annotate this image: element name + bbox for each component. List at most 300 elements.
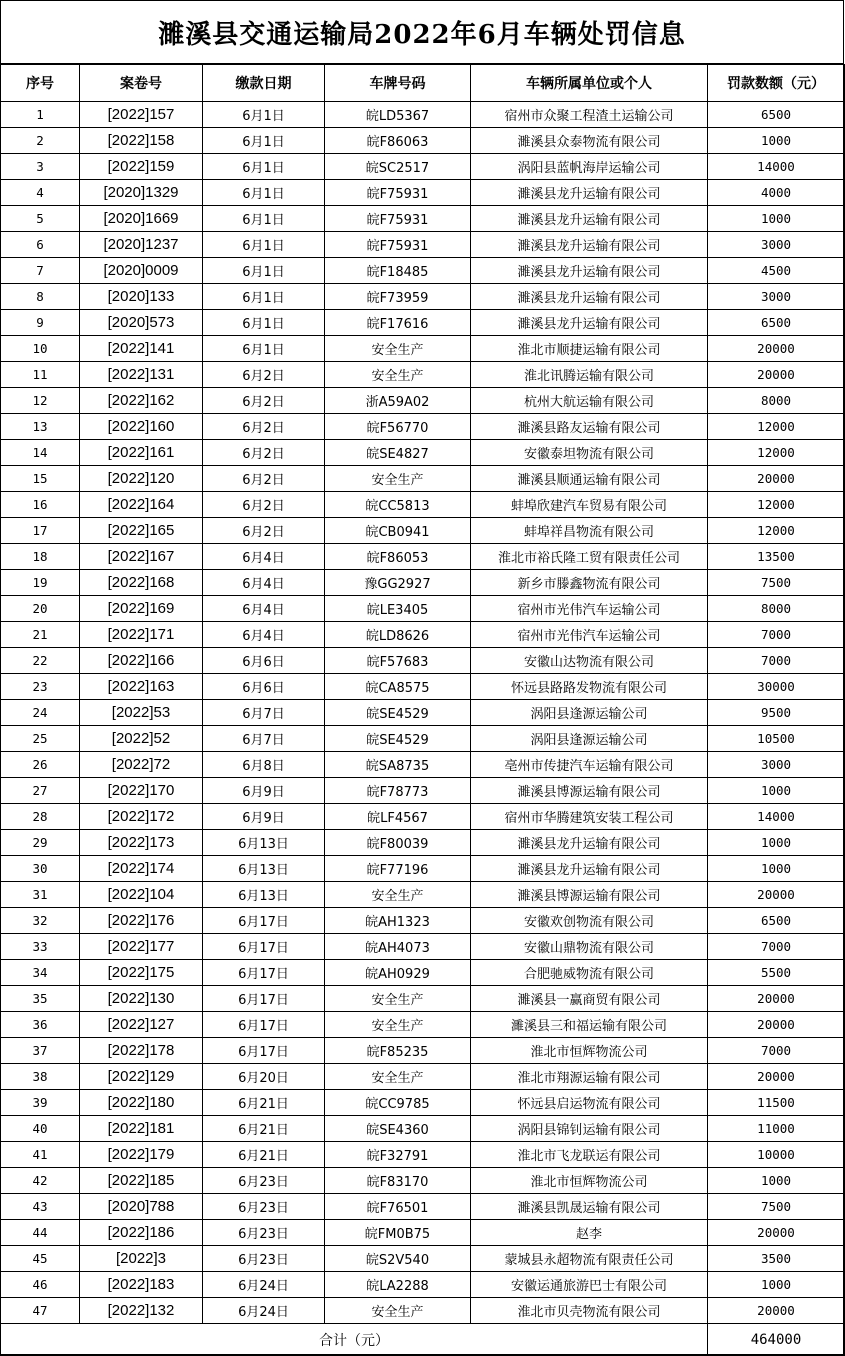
table-row [1,362,845,388]
cell-payment-date: 6月13日 [203,882,325,908]
cell-index: 35 [1,986,80,1012]
cell-owner: 蒙城县永超物流有限责任公司 [471,1246,708,1272]
cell-fine-amount: 4000 [708,180,845,206]
cell-case-no: [2022]178 [80,1038,203,1064]
cell-plate-no: 安全生产 [325,1298,471,1324]
table-row [1,622,845,648]
table-row [1,128,845,154]
cell-owner: 濉溪县众泰物流有限公司 [471,128,708,154]
cell-plate-no: 皖SE4529 [325,700,471,726]
cell-case-no: [2022]181 [80,1116,203,1142]
cell-owner: 濉溪县三和福运输有限公司 [471,1012,708,1038]
cell-owner: 怀远县启运物流有限公司 [471,1090,708,1116]
header-plate-no: 车牌号码 [325,65,471,102]
penalty-table [0,64,845,1356]
cell-case-no: [2022]72 [80,752,203,778]
cell-case-no: [2022]168 [80,570,203,596]
cell-plate-no: 皖F77196 [325,856,471,882]
header-fine-amount: 罚款数额（元） [708,65,845,102]
cell-fine-amount: 6500 [708,102,845,128]
cell-plate-no: 皖CB0941 [325,518,471,544]
cell-case-no: [2022]132 [80,1298,203,1324]
total-value: 464000 [708,1324,845,1356]
table-row [1,388,845,414]
cell-plate-no: 皖AH0929 [325,960,471,986]
cell-index: 21 [1,622,80,648]
table-row [1,596,845,622]
cell-owner: 怀远县路路发物流有限公司 [471,674,708,700]
cell-case-no: [2022]127 [80,1012,203,1038]
cell-owner: 涡阳县逢源运输公司 [471,700,708,726]
cell-fine-amount: 8000 [708,388,845,414]
cell-case-no: [2022]179 [80,1142,203,1168]
cell-owner: 淮北市恒辉物流公司 [471,1038,708,1064]
cell-index: 41 [1,1142,80,1168]
cell-index: 46 [1,1272,80,1298]
table-row [1,310,845,336]
table-row [1,466,845,492]
cell-index: 18 [1,544,80,570]
cell-case-no: [2022]177 [80,934,203,960]
header-owner: 车辆所属单位或个人 [471,65,708,102]
table-row [1,440,845,466]
table-row [1,1038,845,1064]
cell-case-no: [2022]167 [80,544,203,570]
cell-plate-no: 皖F75931 [325,180,471,206]
cell-payment-date: 6月24日 [203,1272,325,1298]
cell-plate-no: 皖F86063 [325,128,471,154]
cell-fine-amount: 30000 [708,674,845,700]
cell-payment-date: 6月1日 [203,180,325,206]
cell-index: 34 [1,960,80,986]
cell-owner: 濉溪县顺通运输有限公司 [471,466,708,492]
cell-payment-date: 6月1日 [203,284,325,310]
cell-fine-amount: 3000 [708,232,845,258]
cell-owner: 淮北讯腾运输有限公司 [471,362,708,388]
table-row [1,492,845,518]
table-row [1,232,845,258]
cell-plate-no: 皖F75931 [325,206,471,232]
table-row [1,206,845,232]
cell-owner: 濉溪县龙升运输有限公司 [471,258,708,284]
cell-case-no: [2022]53 [80,700,203,726]
table-row [1,1194,845,1220]
table-row [1,830,845,856]
document-title: 濉溪县交通运输局2022年6月车辆处罚信息 [1,1,843,64]
cell-payment-date: 6月20日 [203,1064,325,1090]
cell-index: 15 [1,466,80,492]
cell-payment-date: 6月13日 [203,830,325,856]
table-row [1,648,845,674]
cell-owner: 淮北市裕氏隆工贸有限责任公司 [471,544,708,570]
cell-case-no: [2020]573 [80,310,203,336]
cell-payment-date: 6月23日 [203,1194,325,1220]
total-row [1,1324,845,1356]
cell-fine-amount: 20000 [708,1064,845,1090]
table-row [1,518,845,544]
cell-owner: 涡阳县锦钊运输有限公司 [471,1116,708,1142]
cell-payment-date: 6月17日 [203,960,325,986]
cell-payment-date: 6月2日 [203,388,325,414]
cell-case-no: [2022]159 [80,154,203,180]
total-label: 合计（元） [1,1324,708,1356]
table-row [1,1012,845,1038]
cell-owner: 濉溪县龙升运输有限公司 [471,180,708,206]
cell-fine-amount: 20000 [708,466,845,492]
cell-index: 23 [1,674,80,700]
cell-plate-no: 皖F18485 [325,258,471,284]
cell-case-no: [2020]788 [80,1194,203,1220]
cell-case-no: [2022]186 [80,1220,203,1246]
cell-owner: 濉溪县龙升运输有限公司 [471,310,708,336]
cell-index: 4 [1,180,80,206]
cell-index: 27 [1,778,80,804]
table-row [1,700,845,726]
cell-plate-no: 浙A59A02 [325,388,471,414]
cell-case-no: [2022]131 [80,362,203,388]
table-row [1,960,845,986]
cell-payment-date: 6月13日 [203,856,325,882]
cell-payment-date: 6月1日 [203,154,325,180]
cell-case-no: [2022]180 [80,1090,203,1116]
cell-fine-amount: 20000 [708,336,845,362]
cell-plate-no: 皖AH1323 [325,908,471,934]
cell-index: 25 [1,726,80,752]
cell-fine-amount: 13500 [708,544,845,570]
cell-owner: 安徽泰坦物流有限公司 [471,440,708,466]
table-row [1,1116,845,1142]
cell-index: 2 [1,128,80,154]
cell-plate-no: 豫GG2927 [325,570,471,596]
cell-fine-amount: 20000 [708,1298,845,1324]
cell-owner: 濉溪县路友运输有限公司 [471,414,708,440]
cell-plate-no: 安全生产 [325,986,471,1012]
cell-payment-date: 6月1日 [203,258,325,284]
cell-owner: 宿州市众聚工程渣土运输公司 [471,102,708,128]
cell-case-no: [2022]165 [80,518,203,544]
cell-owner: 淮北市恒辉物流公司 [471,1168,708,1194]
cell-owner: 濉溪县凯晟运输有限公司 [471,1194,708,1220]
table-row [1,570,845,596]
header-payment-date: 缴款日期 [203,65,325,102]
cell-case-no: [2022]163 [80,674,203,700]
cell-plate-no: 皖CA8575 [325,674,471,700]
cell-payment-date: 6月17日 [203,986,325,1012]
cell-owner: 濉溪县博源运输有限公司 [471,882,708,908]
cell-case-no: [2022]172 [80,804,203,830]
cell-case-no: [2022]3 [80,1246,203,1272]
table-row [1,154,845,180]
cell-case-no: [2022]170 [80,778,203,804]
cell-owner: 淮北市顺捷运输有限公司 [471,336,708,362]
cell-index: 22 [1,648,80,674]
cell-owner: 蚌埠祥昌物流有限公司 [471,518,708,544]
cell-index: 43 [1,1194,80,1220]
cell-fine-amount: 7000 [708,934,845,960]
cell-fine-amount: 7500 [708,1194,845,1220]
cell-case-no: [2022]52 [80,726,203,752]
cell-case-no: [2022]185 [80,1168,203,1194]
cell-index: 28 [1,804,80,830]
cell-fine-amount: 20000 [708,362,845,388]
cell-index: 44 [1,1220,80,1246]
cell-fine-amount: 6500 [708,310,845,336]
cell-fine-amount: 12000 [708,518,845,544]
cell-case-no: [2022]161 [80,440,203,466]
cell-fine-amount: 1000 [708,128,845,154]
cell-plate-no: 皖FM0B75 [325,1220,471,1246]
cell-case-no: [2022]166 [80,648,203,674]
cell-payment-date: 6月23日 [203,1168,325,1194]
cell-plate-no: 皖F56770 [325,414,471,440]
cell-index: 13 [1,414,80,440]
cell-payment-date: 6月23日 [203,1220,325,1246]
cell-owner: 淮北市翔源运输有限公司 [471,1064,708,1090]
cell-owner: 蚌埠欣建汽车贸易有限公司 [471,492,708,518]
cell-plate-no: 皖F32791 [325,1142,471,1168]
cell-plate-no: 皖SE4529 [325,726,471,752]
cell-plate-no: 皖F86053 [325,544,471,570]
cell-case-no: [2022]183 [80,1272,203,1298]
cell-plate-no: 皖LD8626 [325,622,471,648]
cell-index: 36 [1,1012,80,1038]
cell-payment-date: 6月1日 [203,232,325,258]
cell-case-no: [2022]169 [80,596,203,622]
cell-index: 38 [1,1064,80,1090]
cell-fine-amount: 1000 [708,856,845,882]
cell-payment-date: 6月2日 [203,362,325,388]
cell-fine-amount: 7500 [708,570,845,596]
cell-owner: 宿州市光伟汽车运输公司 [471,622,708,648]
cell-fine-amount: 11000 [708,1116,845,1142]
table-row [1,752,845,778]
cell-case-no: [2022]158 [80,128,203,154]
cell-owner: 安徽山达物流有限公司 [471,648,708,674]
cell-plate-no: 安全生产 [325,466,471,492]
cell-index: 9 [1,310,80,336]
cell-payment-date: 6月1日 [203,310,325,336]
cell-fine-amount: 10000 [708,1142,845,1168]
cell-fine-amount: 1000 [708,778,845,804]
cell-index: 1 [1,102,80,128]
table-row [1,1090,845,1116]
cell-case-no: [2022]120 [80,466,203,492]
cell-index: 14 [1,440,80,466]
cell-index: 24 [1,700,80,726]
cell-fine-amount: 20000 [708,1220,845,1246]
cell-payment-date: 6月1日 [203,128,325,154]
cell-index: 31 [1,882,80,908]
cell-payment-date: 6月1日 [203,206,325,232]
cell-case-no: [2022]157 [80,102,203,128]
cell-fine-amount: 12000 [708,440,845,466]
cell-case-no: [2022]162 [80,388,203,414]
cell-fine-amount: 12000 [708,492,845,518]
cell-fine-amount: 1000 [708,1168,845,1194]
cell-payment-date: 6月17日 [203,1012,325,1038]
cell-index: 19 [1,570,80,596]
cell-fine-amount: 5500 [708,960,845,986]
cell-fine-amount: 10500 [708,726,845,752]
cell-plate-no: 皖AH4073 [325,934,471,960]
table-row [1,102,845,128]
cell-owner: 宿州市华腾建筑安装工程公司 [471,804,708,830]
cell-case-no: [2020]1329 [80,180,203,206]
cell-plate-no: 皖F57683 [325,648,471,674]
cell-index: 8 [1,284,80,310]
cell-fine-amount: 3000 [708,284,845,310]
table-row [1,414,845,440]
cell-fine-amount: 4500 [708,258,845,284]
cell-owner: 濉溪县龙升运输有限公司 [471,206,708,232]
cell-payment-date: 6月4日 [203,622,325,648]
cell-fine-amount: 3000 [708,752,845,778]
cell-owner: 濉溪县龙升运输有限公司 [471,856,708,882]
cell-owner: 涡阳县逢源运输公司 [471,726,708,752]
table-row [1,1272,845,1298]
cell-index: 40 [1,1116,80,1142]
cell-plate-no: 皖CC5813 [325,492,471,518]
table-row [1,258,845,284]
table-row [1,180,845,206]
header-index: 序号 [1,65,80,102]
table-row [1,986,845,1012]
cell-fine-amount: 3500 [708,1246,845,1272]
cell-plate-no: 安全生产 [325,882,471,908]
cell-index: 11 [1,362,80,388]
cell-plate-no: 皖LE3405 [325,596,471,622]
cell-payment-date: 6月17日 [203,1038,325,1064]
cell-owner: 宿州市光伟汽车运输公司 [471,596,708,622]
table-row [1,336,845,362]
header-case-no: 案卷号 [80,65,203,102]
cell-fine-amount: 11500 [708,1090,845,1116]
table-row [1,1168,845,1194]
table-row [1,1142,845,1168]
cell-owner: 合肥驰威物流有限公司 [471,960,708,986]
cell-payment-date: 6月2日 [203,466,325,492]
cell-index: 3 [1,154,80,180]
cell-plate-no: 皖F76501 [325,1194,471,1220]
cell-case-no: [2020]1237 [80,232,203,258]
cell-payment-date: 6月21日 [203,1090,325,1116]
cell-payment-date: 6月2日 [203,518,325,544]
cell-plate-no: 安全生产 [325,362,471,388]
cell-plate-no: 皖F17616 [325,310,471,336]
table-row [1,778,845,804]
cell-fine-amount: 14000 [708,804,845,830]
cell-payment-date: 6月9日 [203,778,325,804]
table-row [1,1298,845,1324]
cell-fine-amount: 14000 [708,154,845,180]
cell-case-no: [2022]104 [80,882,203,908]
cell-fine-amount: 20000 [708,986,845,1012]
cell-payment-date: 6月9日 [203,804,325,830]
cell-payment-date: 6月1日 [203,102,325,128]
cell-fine-amount: 1000 [708,1272,845,1298]
cell-owner: 涡阳县蓝帆海岸运输公司 [471,154,708,180]
cell-payment-date: 6月1日 [203,336,325,362]
cell-index: 33 [1,934,80,960]
cell-payment-date: 6月21日 [203,1116,325,1142]
table-row [1,674,845,700]
table-row [1,1246,845,1272]
cell-case-no: [2022]130 [80,986,203,1012]
cell-payment-date: 6月8日 [203,752,325,778]
cell-case-no: [2020]0009 [80,258,203,284]
cell-plate-no: 皖F83170 [325,1168,471,1194]
cell-payment-date: 6月2日 [203,414,325,440]
table-row [1,856,845,882]
table-row [1,544,845,570]
cell-plate-no: 皖CC9785 [325,1090,471,1116]
cell-index: 37 [1,1038,80,1064]
cell-fine-amount: 7000 [708,648,845,674]
cell-case-no: [2022]141 [80,336,203,362]
cell-owner: 赵李 [471,1220,708,1246]
cell-fine-amount: 12000 [708,414,845,440]
cell-fine-amount: 20000 [708,882,845,908]
cell-payment-date: 6月7日 [203,726,325,752]
cell-plate-no: 皖SE4360 [325,1116,471,1142]
cell-index: 45 [1,1246,80,1272]
table-row [1,1220,845,1246]
cell-index: 7 [1,258,80,284]
cell-plate-no: 皖LA2288 [325,1272,471,1298]
cell-fine-amount: 1000 [708,206,845,232]
cell-plate-no: 安全生产 [325,1064,471,1090]
cell-plate-no: 安全生产 [325,336,471,362]
cell-index: 39 [1,1090,80,1116]
cell-index: 42 [1,1168,80,1194]
cell-payment-date: 6月2日 [203,440,325,466]
cell-payment-date: 6月6日 [203,674,325,700]
cell-index: 12 [1,388,80,414]
cell-owner: 濉溪县博源运输有限公司 [471,778,708,804]
cell-payment-date: 6月21日 [203,1142,325,1168]
table-row [1,804,845,830]
table-row [1,726,845,752]
table-row [1,882,845,908]
cell-fine-amount: 20000 [708,1012,845,1038]
cell-plate-no: 皖LF4567 [325,804,471,830]
cell-case-no: [2022]129 [80,1064,203,1090]
cell-index: 5 [1,206,80,232]
cell-payment-date: 6月4日 [203,596,325,622]
cell-index: 16 [1,492,80,518]
cell-case-no: [2022]176 [80,908,203,934]
cell-index: 26 [1,752,80,778]
cell-payment-date: 6月24日 [203,1298,325,1324]
cell-plate-no: 皖F78773 [325,778,471,804]
cell-owner: 濉溪县一赢商贸有限公司 [471,986,708,1012]
cell-case-no: [2022]164 [80,492,203,518]
table-row [1,934,845,960]
cell-fine-amount: 7000 [708,622,845,648]
table-row [1,908,845,934]
cell-payment-date: 6月4日 [203,570,325,596]
header-row [1,65,845,102]
cell-index: 47 [1,1298,80,1324]
cell-plate-no: 皖F85235 [325,1038,471,1064]
cell-plate-no: 皖F73959 [325,284,471,310]
cell-payment-date: 6月2日 [203,492,325,518]
cell-index: 32 [1,908,80,934]
cell-payment-date: 6月6日 [203,648,325,674]
cell-plate-no: 皖F75931 [325,232,471,258]
cell-owner: 淮北市飞龙联运有限公司 [471,1142,708,1168]
cell-payment-date: 6月23日 [203,1246,325,1272]
